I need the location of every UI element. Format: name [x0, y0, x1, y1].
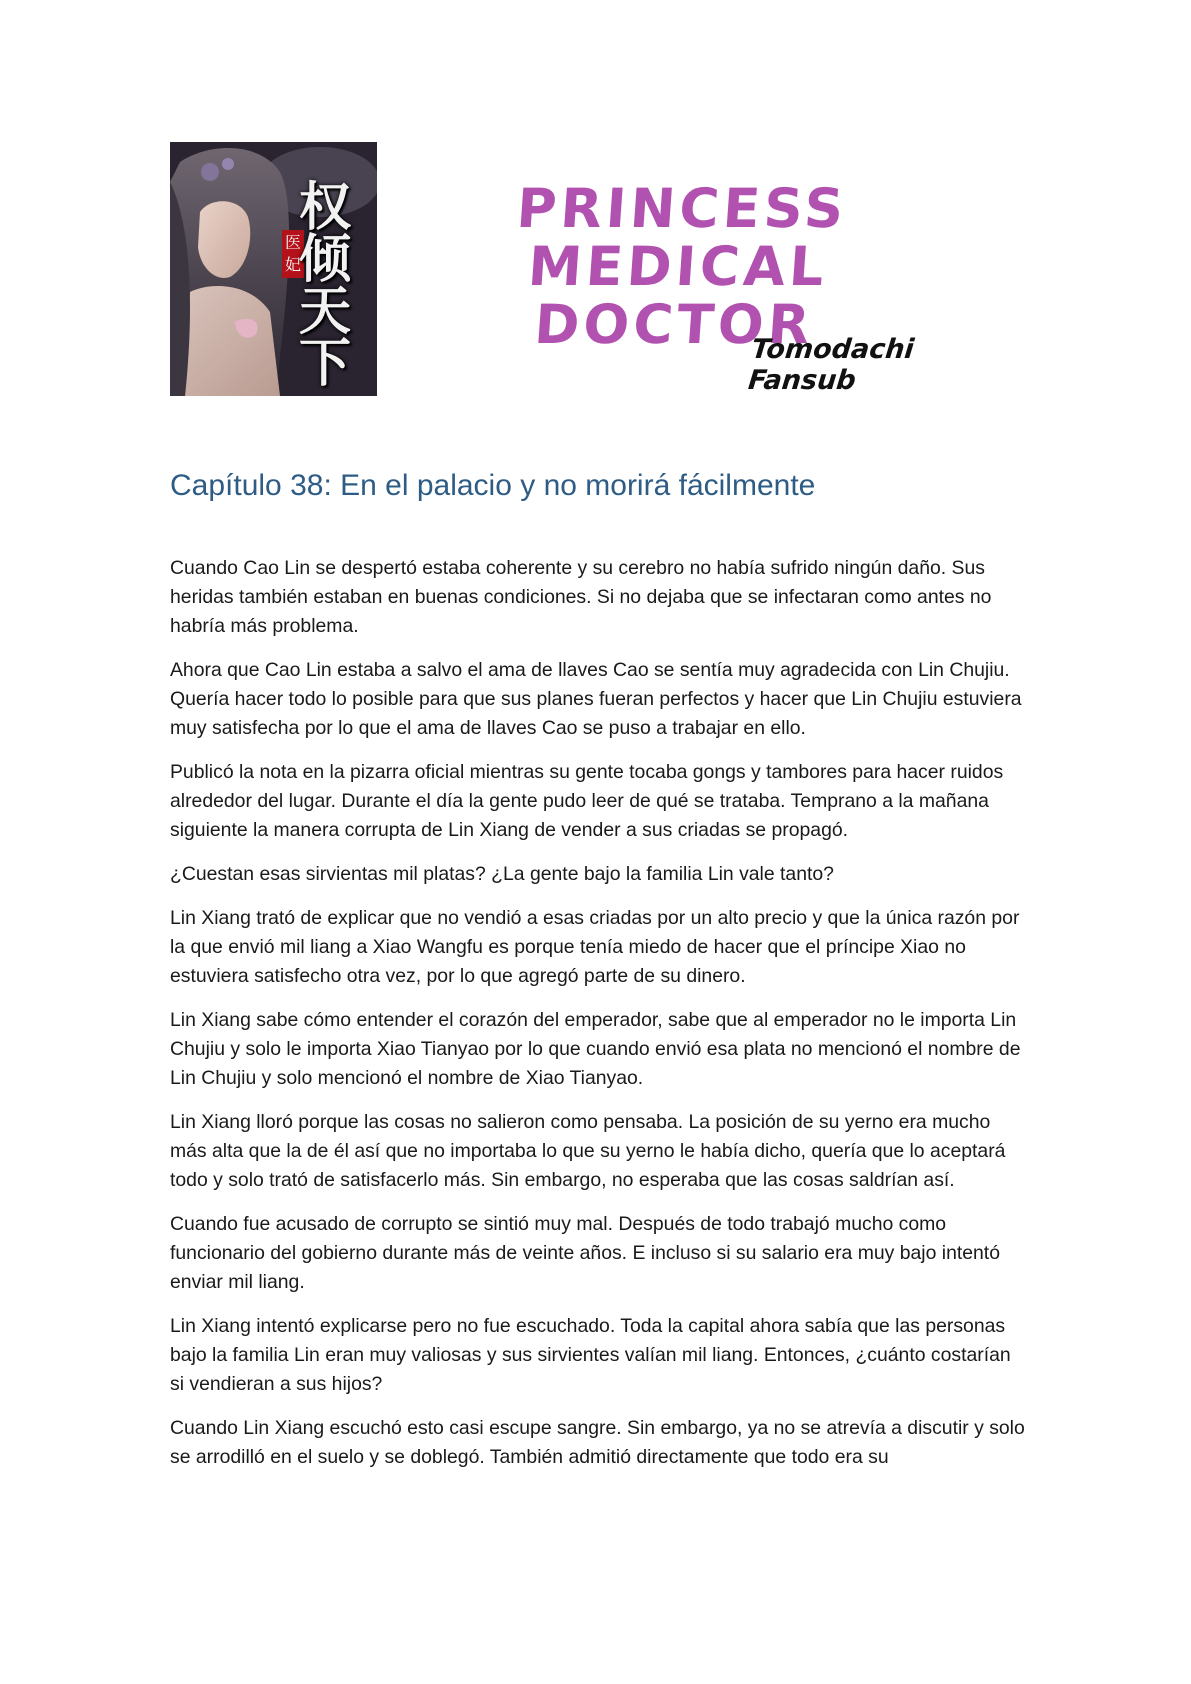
series-title-line1: PRINCESS	[514, 177, 850, 240]
paragraph: Publicó la nota en la pizarra oficial mientras su gente tocaba gongs y tambores para hacer ruidos alrededor del lugar. Durante el día la gente pudo leer de qué se trataba. Temprano a la mañana siguiente la manera corrupta de Lin Xiang de vender a sus criadas se propagó.	[170, 761, 1004, 841]
cover-seal: 医 妃	[282, 230, 304, 278]
paragraph: Cuando Cao Lin se despertó estaba coherente y su cerebro no había sufrido ningún daño. Sus heridas también estaban en buenas condiciones. Si no dejaba que se infectaran como antes no habría más problema.	[170, 557, 992, 637]
cover-image	[170, 142, 377, 396]
cover-calligraphy-logo: 权 倾 天 下	[298, 177, 351, 394]
paragraph: Lin Xiang intentó explicarse pero no fue escuchado. Toda la capital ahora sabía que las personas bajo la familia Lin eran muy valiosas y sus sirvientes valían mil liang. Entonces, ¿cuánto costarían si vendieran a sus hijos?	[170, 1315, 1011, 1395]
paragraph: Lin Xiang sabe cómo entender el corazón del emperador, sabe que al emperador no le importa Lin Chujiu y solo le importa Xiao Tianyao por lo que cuando envió esa plata no mencionó el nombre de Lin Chujiu y solo mencionó el nombre de Xiao Tianyao.	[170, 1009, 1021, 1089]
paragraph: Ahora que Cao Lin estaba a salvo el ama de llaves Cao se sentía muy agradecida con Lin Chujiu. Quería hacer todo lo posible para que sus planes fueran perfectos y hacer que Lin Chujiu estuviera muy satisfecha por lo que el ama de llaves Cao se puso a trabajar en ello.	[170, 659, 1022, 739]
paragraph: ¿Cuestan esas sirvientas mil platas? ¿La gente bajo la familia Lin vale tanto?	[170, 863, 834, 885]
header-banner	[170, 142, 970, 396]
series-title	[382, 177, 974, 356]
paragraph: Lin Xiang lloró porque las cosas no salieron como pensaba. La posición de su yerno era mucho más alta que la de él así que no importaba lo que su yerno le había dicho, quería que lo aceptará todo y solo trató de satisfacerlo más. Sin embargo, no esperaba que las cosas saldrían así.	[170, 1111, 1006, 1191]
chapter-body	[170, 554, 1030, 1487]
chapter-title: Capítulo 38: En el palacio y no morirá fácilmente	[170, 469, 816, 502]
paragraph: Cuando fue acusado de corrupto se sintió muy mal. Después de todo trabajó mucho como funcionario del gobierno durante más de veinte años. E incluso si su salario era muy bajo intentó enviar mil liang.	[170, 1213, 1000, 1293]
series-title-line2: MEDICAL DOCTOR	[526, 235, 830, 356]
paragraph: Lin Xiang trató de explicar que no vendió a esas criadas por un alto precio y que la única razón por la que envió mil liang a Xiao Wangfu es porque tenía miedo de hacer que el príncipe Xiao no estuviera satisfecho otra vez, por lo que agregó parte de su dinero.	[170, 907, 1020, 987]
paragraph: Cuando Lin Xiang escuchó esto casi escupe sangre. Sin embargo, ya no se atrevía a discutir y solo se arrodilló en el suelo y se doblegó. También admitió directamente que todo era su	[170, 1417, 1025, 1468]
fansub-credit: Tomodachi Fansub	[746, 334, 916, 396]
